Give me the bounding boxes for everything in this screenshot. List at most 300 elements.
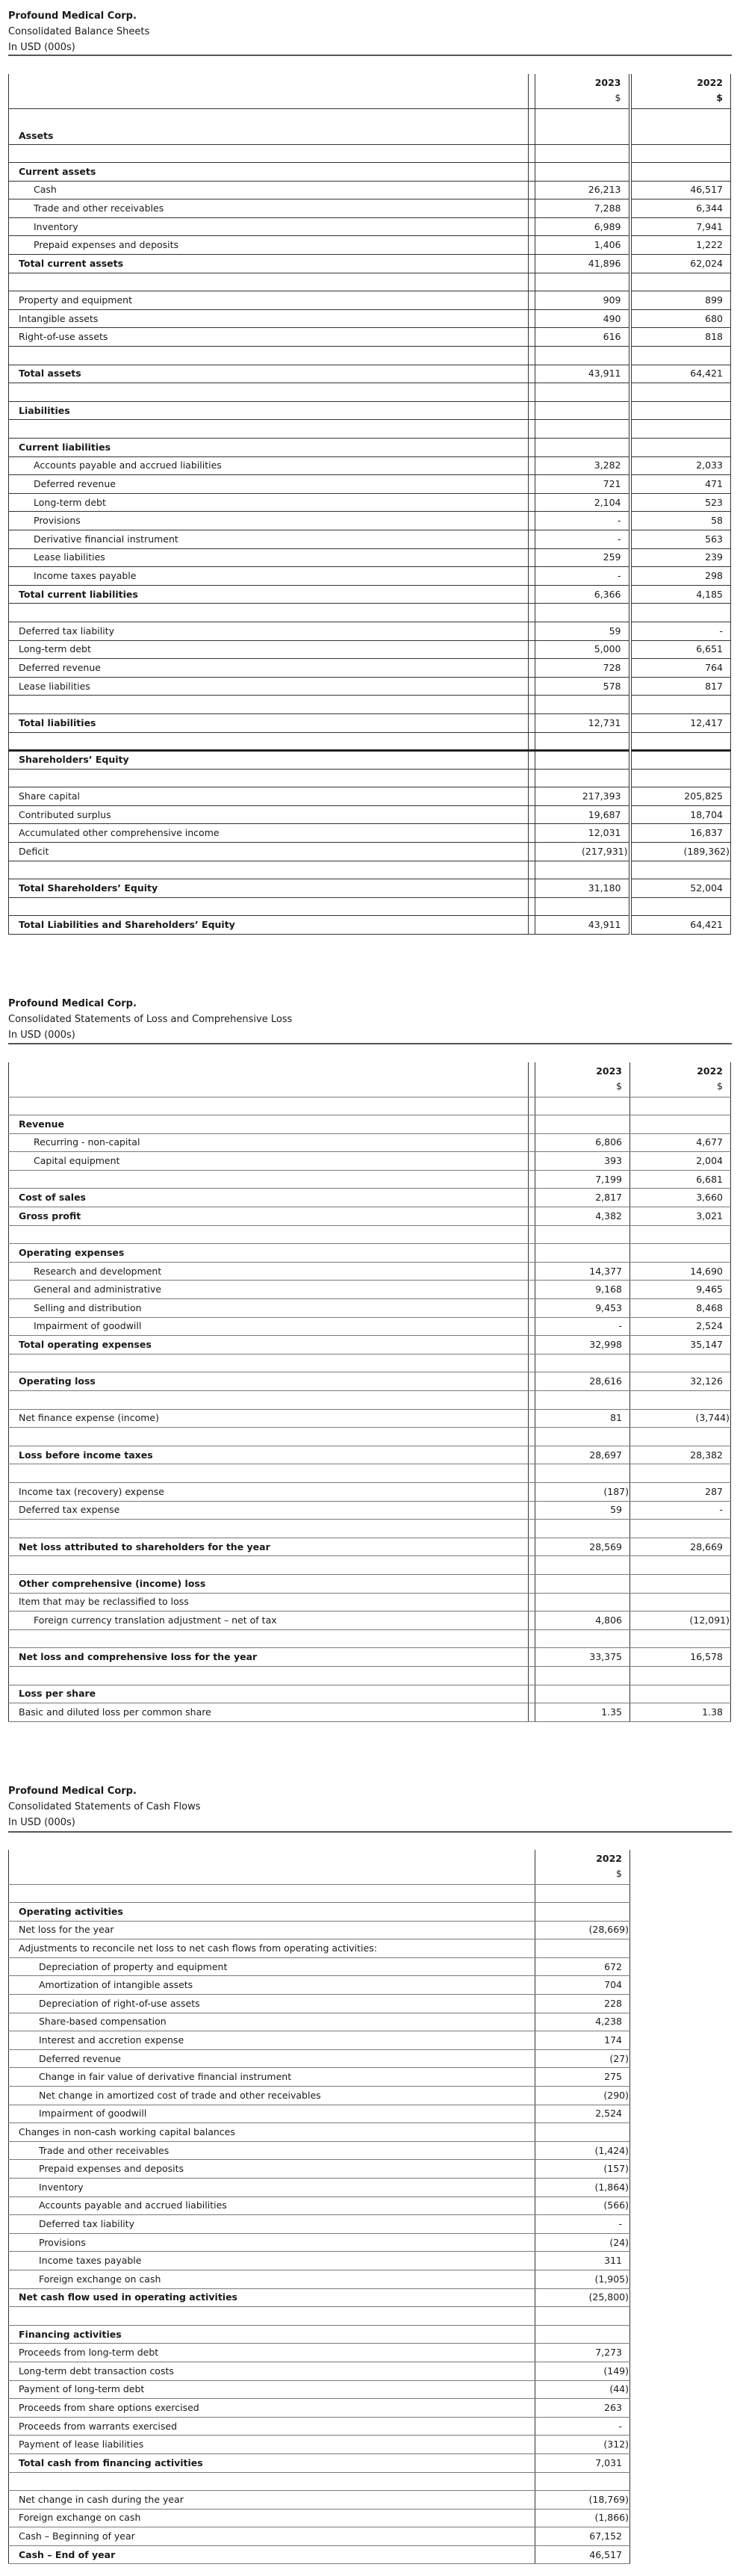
value-2023: 7,288 (535, 199, 630, 218)
value-2022 (630, 108, 731, 144)
value-2022: 7,031 (535, 2453, 630, 2472)
column-separator (529, 1464, 535, 1483)
blank-row (9, 604, 731, 622)
line-item-label: Capital equipment (9, 1152, 529, 1171)
row-current-liabilities (9, 439, 731, 457)
row-operating-activities (9, 1903, 731, 1922)
line-item-label (9, 1666, 529, 1685)
units-label: In USD (000s) (8, 42, 75, 53)
line-item-label (9, 347, 529, 365)
value-2023: 4,806 (535, 1611, 630, 1630)
value-2023 (535, 163, 630, 182)
value-2023 (535, 1685, 630, 1703)
row-intangible-assets (9, 309, 731, 328)
value-2022: 899 (630, 291, 731, 310)
value-2022: (1,905) (535, 2270, 630, 2288)
value-2022 (630, 751, 731, 770)
value-2022: - (630, 1501, 731, 1520)
value-2022: 7,941 (630, 217, 731, 236)
value-2023: 14,377 (535, 1262, 630, 1281)
value-2022: 3,660 (630, 1189, 731, 1207)
line-item-label: Operating loss (9, 1372, 529, 1391)
column-separator (529, 1372, 535, 1391)
line-item-label: Current liabilities (9, 439, 529, 457)
value-2023: 2,817 (535, 1189, 630, 1207)
value-2022: 4,677 (630, 1133, 731, 1152)
blank-row (9, 420, 731, 439)
value-2022: (27) (535, 2049, 630, 2068)
value-2022: (3,744) (630, 1409, 731, 1428)
value-2023: 259 (535, 548, 630, 567)
blank-row (9, 1097, 731, 1115)
column-header-row (9, 74, 731, 108)
blank-row (9, 1428, 731, 1446)
value-2022 (535, 1884, 630, 1903)
value-2023: 12,731 (535, 713, 630, 732)
line-item-label: Adjustments to reconcile net loss to net cash flows from operating activities: (9, 1939, 535, 1958)
value-2022: 28,382 (630, 1446, 731, 1464)
value-2023 (535, 420, 630, 439)
column-separator (529, 732, 535, 751)
value-2022 (535, 2325, 630, 2344)
value-2022: 298 (630, 567, 731, 586)
row-shareholders-equity (9, 751, 731, 770)
row-income-tax-recovery-expense (9, 1482, 731, 1501)
line-item-label (9, 144, 529, 163)
value-2023: 5,000 (535, 640, 630, 659)
column-separator (529, 512, 535, 530)
value-2023 (535, 1629, 630, 1648)
line-item-label: Operating activities (9, 1903, 535, 1922)
column-separator (529, 1703, 535, 1722)
value-2022 (630, 897, 731, 916)
row-prepaid-expenses-and-deposits (9, 2160, 731, 2179)
value-2023 (535, 273, 630, 291)
value-2023 (535, 347, 630, 365)
line-item-label: Total Liabilities and Shareholders’ Equity (9, 916, 529, 935)
value-2023 (535, 769, 630, 787)
company-name: Profound Medical Corp. (8, 10, 137, 22)
value-2023 (535, 1593, 630, 1611)
column-separator (529, 1593, 535, 1611)
column-separator (529, 640, 535, 659)
line-item-label: Deficit (9, 843, 529, 861)
row-income-taxes-payable (9, 2252, 731, 2270)
line-item-label: Trade and other receivables (9, 199, 529, 218)
column-separator (529, 217, 535, 236)
line-item-label (9, 2307, 535, 2326)
value-2022: - (630, 622, 731, 640)
value-2022: 818 (630, 328, 731, 347)
blank-row (9, 1354, 731, 1372)
value-2022 (630, 732, 731, 751)
column-separator (529, 897, 535, 916)
value-2023 (535, 604, 630, 622)
line-item-label: Prepaid expenses and deposits (9, 2160, 535, 2179)
row-item-that-may-be-reclassified-to-loss (9, 1593, 731, 1611)
value-2022: 1.38 (630, 1703, 731, 1722)
value-2022: 14,690 (630, 1262, 731, 1281)
value-2023 (535, 144, 630, 163)
value-2023 (535, 1428, 630, 1446)
value-2022 (630, 1556, 731, 1575)
column-separator (529, 1556, 535, 1575)
value-2023 (535, 1115, 630, 1134)
row-amortization-of-intangible-assets (9, 1976, 731, 1995)
value-2023 (535, 1574, 630, 1593)
line-item-label: Changes in non-cash working capital balances (9, 2123, 535, 2142)
column-separator (529, 74, 535, 108)
line-item-label: Total liabilities (9, 713, 529, 732)
value-2022: (28,669) (535, 1921, 630, 1939)
column-separator (529, 769, 535, 787)
row-deferred-revenue (9, 2049, 731, 2068)
row-depreciation-of-right-of-use-assets (9, 1995, 731, 2013)
line-item-label: Prepaid expenses and deposits (9, 236, 529, 255)
value-2022: 64,421 (630, 916, 731, 935)
row-accumulated-other-comprehensive-income (9, 824, 731, 843)
row-cash-beginning-of-year (9, 2527, 731, 2546)
column-separator (529, 567, 535, 586)
column-separator (529, 1428, 535, 1446)
value-2022 (535, 2123, 630, 2142)
value-2022 (535, 2472, 630, 2491)
value-2022: (18,769) (535, 2491, 630, 2510)
line-item-label: Current assets (9, 163, 529, 182)
row-total-current-assets (9, 255, 731, 273)
line-item-label: Interest and accretion expense (9, 2031, 535, 2050)
blank-row (9, 1666, 731, 1685)
row-total-assets (9, 365, 731, 383)
value-2023 (535, 401, 630, 420)
line-item-label: Contributed surplus (9, 805, 529, 824)
row-interest-and-accretion-expense (9, 2031, 731, 2050)
value-2022: 287 (630, 1482, 731, 1501)
value-2022: 3,021 (630, 1207, 731, 1226)
column-separator (529, 383, 535, 402)
value-2022: 4,185 (630, 585, 731, 604)
column-separator (529, 824, 535, 843)
row-assets (9, 108, 731, 144)
column-header-row (9, 1850, 731, 1884)
year-header-2023 (535, 1062, 630, 1097)
value-2023: 33,375 (535, 1648, 630, 1667)
year-header-2022 (535, 1850, 630, 1884)
column-separator (529, 604, 535, 622)
company-name: Profound Medical Corp. (8, 998, 137, 1009)
column-separator (529, 347, 535, 365)
row-gross-profit (9, 1207, 731, 1226)
row-deferred-tax-liability (9, 622, 731, 640)
value-2022: (24) (535, 2233, 630, 2252)
value-2022: 2,524 (630, 1317, 731, 1336)
line-item-label: Depreciation of property and equipment (9, 1957, 535, 1976)
value-2023: - (535, 512, 630, 530)
line-item-label: Net change in amortized cost of trade and other receivables (9, 2087, 535, 2105)
value-2022: 58 (630, 512, 731, 530)
line-item-label: Research and development (9, 1262, 529, 1281)
row-inventory (9, 217, 731, 236)
line-item-label (9, 1170, 529, 1189)
statement-title: Consolidated Balance Sheets (8, 26, 150, 37)
line-item-label: Property and equipment (9, 291, 529, 310)
value-2023 (535, 897, 630, 916)
units-label: In USD (000s) (8, 1817, 75, 1828)
row-recurring-non-capital (9, 1133, 731, 1152)
value-2023 (535, 1244, 630, 1263)
value-2023: 7,199 (535, 1170, 630, 1189)
value-2022: 275 (535, 2068, 630, 2087)
column-separator (529, 916, 535, 935)
value-2023: 28,616 (535, 1372, 630, 1391)
company-name: Profound Medical Corp. (8, 1786, 137, 1797)
line-item-label (9, 696, 529, 714)
row-research-and-development (9, 1262, 731, 1281)
value-2023 (535, 1354, 630, 1372)
value-2022: 18,704 (630, 805, 731, 824)
header-label-cell (9, 1062, 529, 1097)
column-separator (529, 1391, 535, 1410)
row-deferred-tax-liability (9, 2215, 731, 2234)
row-income-taxes-payable (9, 567, 731, 586)
line-item-label (9, 861, 529, 879)
column-separator (529, 879, 535, 898)
line-item-label: Lease liabilities (9, 677, 529, 696)
year-header-2023 (535, 74, 630, 108)
value-2023: 81 (535, 1409, 630, 1428)
column-separator (529, 1574, 535, 1593)
value-2022: 16,837 (630, 824, 731, 843)
value-2022: 9,465 (630, 1281, 731, 1299)
column-separator (529, 199, 535, 218)
line-item-label: Operating expenses (9, 1244, 529, 1263)
row-provisions (9, 2233, 731, 2252)
column-separator (529, 1520, 535, 1538)
line-item-label: Impairment of goodwill (9, 2105, 535, 2123)
blank-row (9, 732, 731, 751)
value-2023: 1,406 (535, 236, 630, 255)
line-item-label: Payment of lease liabilities (9, 2436, 535, 2454)
row-selling-and-distribution (9, 1299, 731, 1318)
line-item-label: Shareholders’ Equity (9, 751, 529, 770)
loss-statement-header (8, 996, 732, 1043)
value-2022: 2,004 (630, 1152, 731, 1171)
value-2022: (149) (535, 2362, 630, 2380)
value-2023: 578 (535, 677, 630, 696)
blank-row (9, 2307, 731, 2326)
column-separator (529, 1299, 535, 1318)
line-item-label: Inventory (9, 217, 529, 236)
row-operating-loss (9, 1372, 731, 1391)
blank-row (9, 1391, 731, 1410)
line-item-label: Loss per share (9, 1685, 529, 1703)
line-item-label (9, 1884, 535, 1903)
row-current-assets (9, 163, 731, 182)
line-item-label: Long-term debt transaction costs (9, 2362, 535, 2380)
line-item-label (9, 420, 529, 439)
value-2023 (535, 439, 630, 457)
value-2022: 6,681 (630, 1170, 731, 1189)
column-separator (529, 1207, 535, 1226)
column-separator (529, 1133, 535, 1152)
row-lease-liabilities (9, 548, 731, 567)
column-separator (529, 1409, 535, 1428)
row-long-term-debt (9, 640, 731, 659)
value-2022: (25,800) (535, 2288, 630, 2307)
column-separator (529, 420, 535, 439)
column-separator (529, 1244, 535, 1263)
row-general-and-administrative (9, 1281, 731, 1299)
value-2022 (535, 1939, 630, 1958)
value-2022 (630, 273, 731, 291)
line-item-label: Financing activities (9, 2325, 535, 2344)
value-2022: 311 (535, 2252, 630, 2270)
line-item-label (9, 1464, 529, 1483)
cashflow-statement-header (8, 1783, 732, 1830)
year-header-2022 (630, 74, 731, 108)
value-2022 (630, 383, 731, 402)
column-separator (529, 365, 535, 383)
row-net-change-in-amortized-cost-of-trade-and-other-receivables (9, 2087, 731, 2105)
row-long-term-debt (9, 493, 731, 512)
column-separator (529, 1281, 535, 1299)
blank-row (9, 347, 731, 365)
row-cash-end-of-year (9, 2545, 731, 2564)
row-property-and-equipment (9, 291, 731, 310)
column-separator (529, 108, 535, 144)
column-separator (529, 1629, 535, 1648)
column-separator (529, 144, 535, 163)
line-item-label: Liabilities (9, 401, 529, 420)
column-separator (529, 751, 535, 770)
row-basic-and-diluted-loss-per-common-share (9, 1703, 731, 1722)
line-item-label: Long-term debt (9, 640, 529, 659)
blank-row (9, 1884, 731, 1903)
value-2023: (187) (535, 1482, 630, 1501)
year-label: 2022 (596, 1853, 622, 1864)
value-2022: (157) (535, 2160, 630, 2179)
column-separator (529, 1062, 535, 1097)
row-net-finance-expense-income (9, 1409, 731, 1428)
row-accounts-payable-and-accrued-liabilities (9, 2196, 731, 2215)
value-2022: 12,417 (630, 713, 731, 732)
line-item-label: Deferred tax liability (9, 622, 529, 640)
year-label: 2023 (596, 1065, 622, 1077)
line-item-label: Total Shareholders’ Equity (9, 879, 529, 898)
row-foreign-exchange-on-cash (9, 2509, 731, 2527)
value-2022 (630, 420, 731, 439)
column-separator (529, 273, 535, 291)
row-trade-and-other-receivables (9, 199, 731, 218)
header-label-cell (9, 74, 529, 108)
value-2023: 19,687 (535, 805, 630, 824)
value-2022: 471 (630, 475, 731, 494)
line-item-label: Inventory (9, 2179, 535, 2197)
value-2022: 764 (630, 659, 731, 678)
line-item-label: Recurring - non-capital (9, 1133, 529, 1152)
value-2022 (535, 2307, 630, 2326)
blank-row (9, 897, 731, 916)
value-2023: 490 (535, 309, 630, 328)
line-item-label: Total current liabilities (9, 585, 529, 604)
column-separator (529, 843, 535, 861)
column-separator (529, 1666, 535, 1685)
row-proceeds-from-share-options-exercised (9, 2399, 731, 2418)
value-2022 (630, 1666, 731, 1685)
row-total-cash-from-financing-activities (9, 2453, 731, 2472)
value-2023: 28,697 (535, 1446, 630, 1464)
balance-statement-header (8, 8, 732, 55)
currency-label: $ (717, 1080, 723, 1092)
value-2023 (535, 1464, 630, 1483)
value-2022 (630, 1354, 731, 1372)
value-2023: 12,031 (535, 824, 630, 843)
line-item-label: Provisions (9, 2233, 535, 2252)
value-2022: 8,468 (630, 1299, 731, 1318)
value-2022: 239 (630, 548, 731, 567)
year-label: 2022 (697, 1065, 723, 1077)
row-net-cash-flow-used-in-operating-activities (9, 2288, 731, 2307)
value-2022 (630, 163, 731, 182)
blank-row (9, 1520, 731, 1538)
line-item-label: Long-term debt (9, 493, 529, 512)
column-header-row (9, 1062, 731, 1097)
blank-row (9, 1170, 731, 1189)
line-item-label: Assets (9, 108, 529, 144)
column-separator (529, 1446, 535, 1464)
value-2022: 1,222 (630, 236, 731, 255)
line-item-label: Proceeds from share options exercised (9, 2399, 535, 2418)
column-separator (529, 1225, 535, 1244)
column-separator (529, 677, 535, 696)
value-2022 (630, 1115, 731, 1134)
column-separator (529, 255, 535, 273)
value-2022 (630, 1244, 731, 1263)
line-item-label: Foreign currency translation adjustment – net of tax (9, 1611, 529, 1630)
line-item-label: Proceeds from long-term debt (9, 2344, 535, 2362)
header-divider (8, 55, 732, 56)
row-long-term-debt-transaction-costs (9, 2362, 731, 2380)
value-2022: (290) (535, 2087, 630, 2105)
statement-title: Consolidated Statements of Cash Flows (8, 1801, 201, 1812)
value-2022 (535, 1903, 630, 1922)
value-2022: 817 (630, 677, 731, 696)
value-2022: 46,517 (630, 181, 731, 199)
row-trade-and-other-receivables (9, 2141, 731, 2160)
blank-row (9, 1556, 731, 1575)
year-label: 2023 (594, 77, 621, 88)
row-operating-expenses (9, 1244, 731, 1263)
value-2022: 16,578 (630, 1648, 731, 1667)
loss-table (8, 1062, 731, 1722)
value-2023: 6,989 (535, 217, 630, 236)
line-item-label: Total assets (9, 365, 529, 383)
line-item-label: Change in fair value of derivative financial instrument (9, 2068, 535, 2087)
line-item-label: Derivative financial instrument (9, 530, 529, 548)
row-loss-before-income-taxes (9, 1446, 731, 1464)
column-separator (529, 1115, 535, 1134)
value-2023: 2,104 (535, 493, 630, 512)
value-2023 (535, 1225, 630, 1244)
row-deferred-tax-expense (9, 1501, 731, 1520)
column-separator (529, 236, 535, 255)
line-item-label: Provisions (9, 512, 529, 530)
column-separator (529, 805, 535, 824)
line-item-label: Total current assets (9, 255, 529, 273)
blank-row (9, 273, 731, 291)
currency-label: $ (615, 92, 621, 103)
row-provisions (9, 512, 731, 530)
